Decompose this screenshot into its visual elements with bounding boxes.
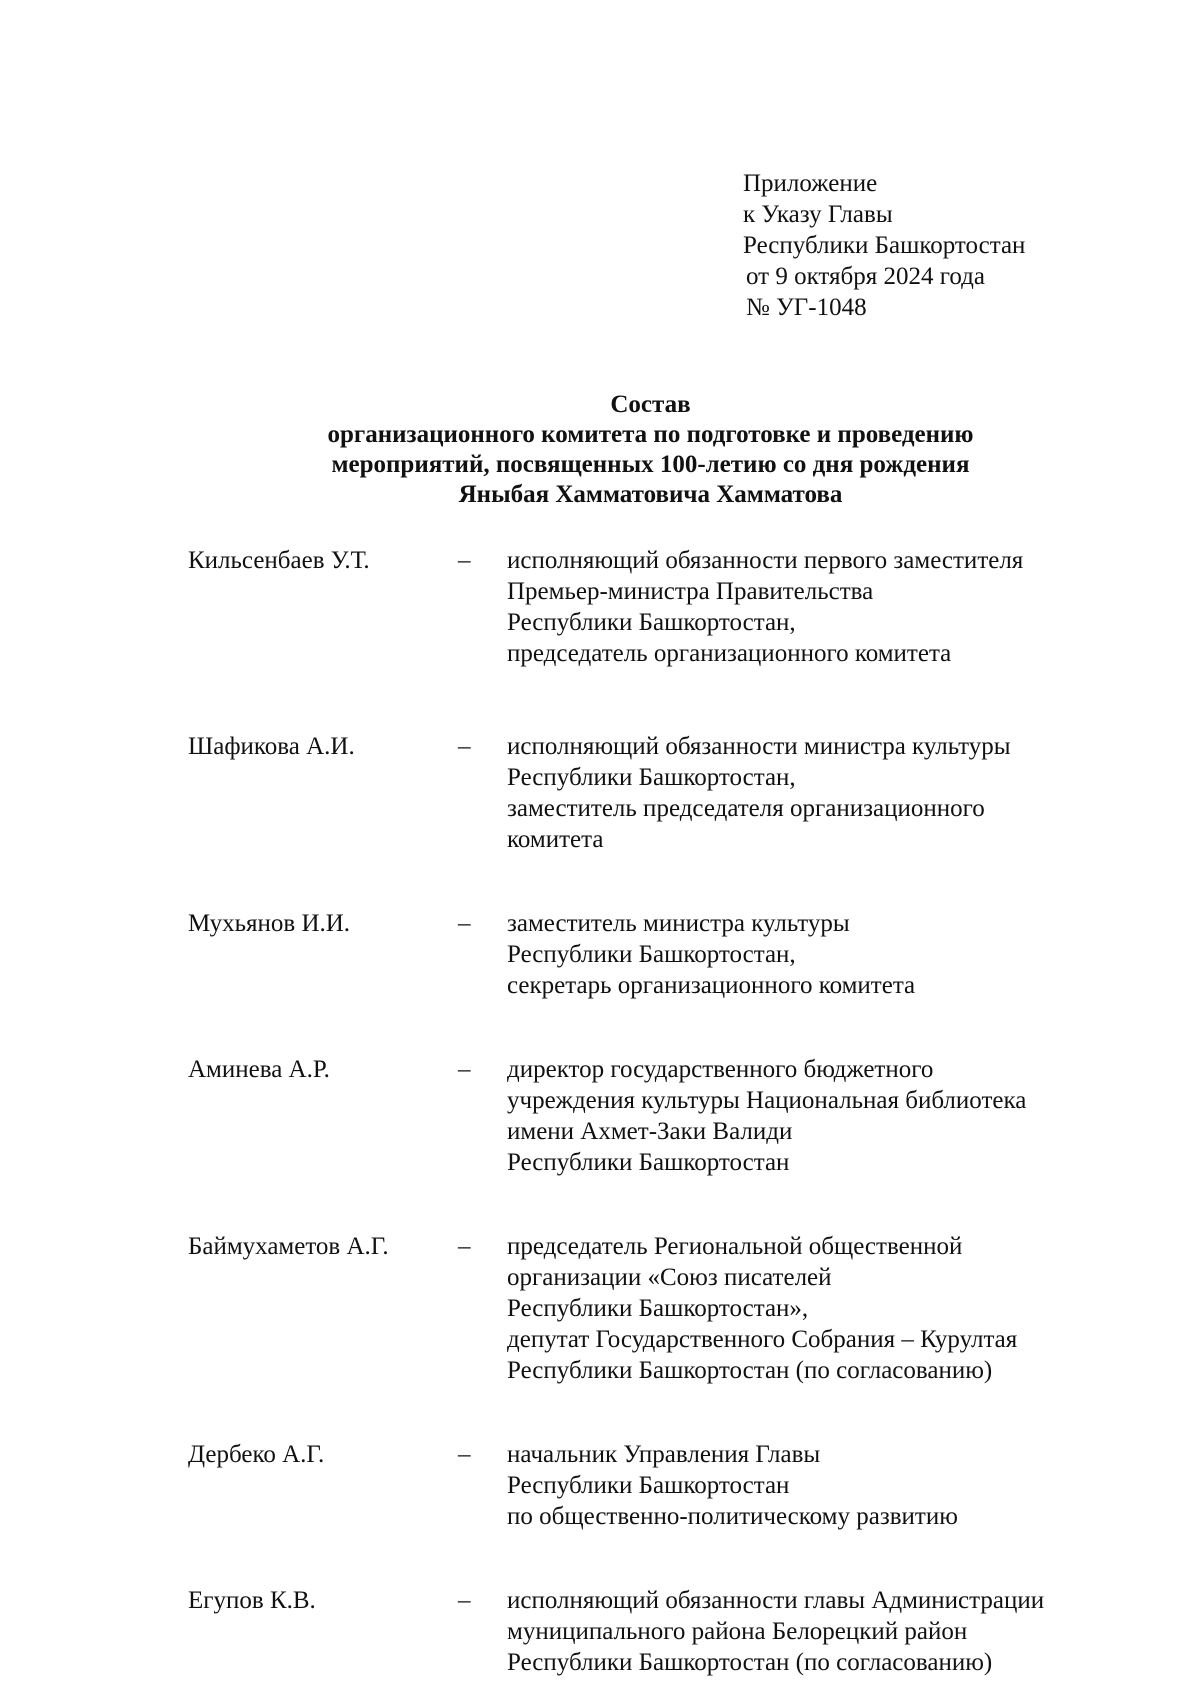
member-position-line: председатель Региональной общественной — [507, 1233, 963, 1260]
member-entry — [0, 1054, 1200, 1178]
member-position-line: исполняющий обязанности главы Администрации — [507, 1587, 1045, 1614]
title-line: Состав — [610, 391, 691, 418]
member-position-line: Республики Башкортостан — [507, 1149, 790, 1176]
document-title — [120, 390, 1181, 510]
member-dash: – — [458, 1056, 471, 1083]
member-position-line: имени Ахмет-Заки Валиди — [507, 1118, 793, 1145]
member-position-line: Республики Башкортостан, — [507, 764, 796, 791]
member-position-line: директор государственного бюджетного — [507, 1056, 934, 1083]
member-position-line: Республики Башкортостан, — [507, 609, 796, 636]
member-position — [507, 1231, 1200, 1386]
member-dash: – — [458, 1441, 471, 1468]
member-position — [507, 731, 1200, 855]
member-name: Дербеко А.Г. — [188, 1441, 325, 1468]
member-dash: – — [458, 1233, 471, 1260]
title-line: Яныбая Хамматовича Хамматова — [458, 481, 843, 508]
member-name: Аминева А.Р. — [188, 1056, 330, 1083]
member-position — [507, 1439, 1200, 1532]
member-position-line: Премьер-министра Правительства — [507, 578, 874, 605]
member-position-line: Республики Башкортостан — [507, 1472, 790, 1499]
member-position-line: Республики Башкортостан (по согласованию) — [507, 1357, 993, 1384]
member-position-line: Республики Башкортостан, — [507, 941, 796, 968]
member-dash: – — [458, 910, 471, 937]
appendix-number: № УГ-1048 — [746, 294, 867, 321]
member-entry — [0, 1439, 1200, 1532]
member-entry — [0, 1231, 1200, 1386]
member-position-line: председатель организационного комитета — [507, 640, 952, 667]
member-dash: – — [458, 733, 471, 760]
title-line: организационного комитета по подготовке и проведению — [327, 421, 974, 448]
member-position-line: муниципального района Белорецкий район — [507, 1618, 968, 1645]
member-position — [507, 545, 1200, 669]
member-name: Шафикова А.И. — [188, 733, 355, 760]
member-position-line: организации «Союз писателей — [507, 1264, 832, 1291]
member-name: Егупов К.В. — [188, 1587, 316, 1614]
title-line: мероприятий, посвященных 100-летию со дня рождения — [331, 451, 970, 478]
member-position — [507, 1585, 1200, 1678]
appendix-line: Приложение — [743, 170, 878, 197]
member-entry — [0, 1585, 1200, 1678]
member-dash: – — [458, 1587, 471, 1614]
member-position-line: Республики Башкортостан (по согласованию) — [507, 1649, 993, 1676]
member-position-line: учреждения культуры Национальная библиотека — [507, 1087, 1027, 1114]
member-position-line: заместитель министра культуры — [507, 910, 850, 937]
member-name: Кильсенбаев У.Т. — [188, 547, 370, 574]
member-entry — [0, 908, 1200, 1001]
member-position-line: Республики Башкортостан», — [507, 1295, 809, 1322]
member-position — [507, 908, 1200, 1001]
member-position-line: комитета — [507, 826, 604, 853]
member-name: Баймухаметов А.Г. — [188, 1233, 389, 1260]
appendix-line: к Указу Главы — [743, 201, 893, 228]
appendix-date: от 9 октября 2024 года — [746, 263, 985, 290]
member-position-line: исполняющий обязанности первого заместителя — [507, 547, 1024, 574]
member-position-line: заместитель председателя организационного — [507, 795, 985, 822]
member-name: Мухьянов И.И. — [188, 910, 351, 937]
member-position-line: по общественно-политическому развитию — [507, 1503, 958, 1530]
member-entry — [0, 731, 1200, 855]
member-position-line: исполняющий обязанности министра культуры — [507, 733, 1011, 760]
appendix-block — [743, 168, 1025, 323]
member-dash: – — [458, 547, 471, 574]
member-position-line: начальник Управления Главы — [507, 1441, 821, 1468]
members-list — [0, 545, 1200, 1678]
member-position — [507, 1054, 1200, 1178]
member-position-line: депутат Государственного Собрания – Курултая — [507, 1326, 1018, 1353]
member-entry — [0, 545, 1200, 669]
member-position-line: секретарь организационного комитета — [507, 972, 916, 999]
appendix-line: Республики Башкортостан — [743, 232, 1026, 259]
